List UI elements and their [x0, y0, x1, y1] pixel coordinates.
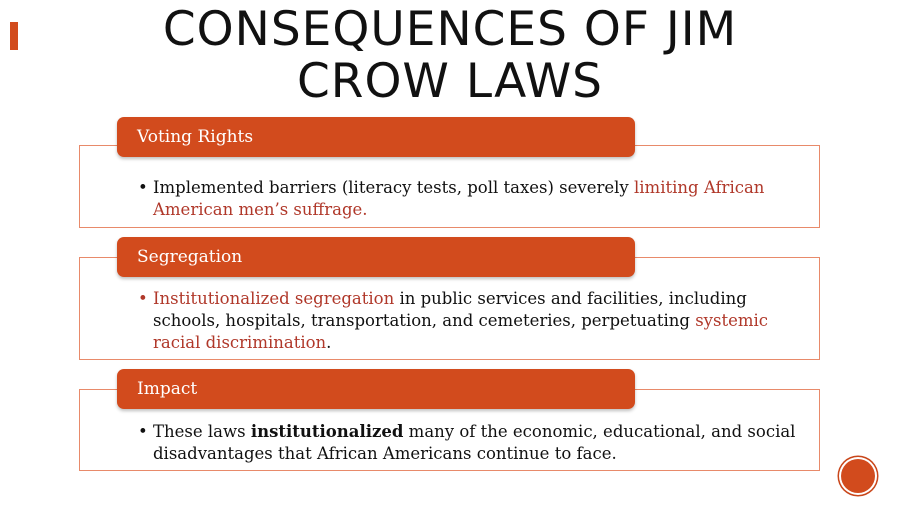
bullet-text — [138, 421, 808, 465]
section-label: Segregation — [137, 247, 243, 267]
bullet-icon: • — [138, 289, 148, 308]
section-header-segregation — [117, 237, 635, 277]
section-label: Voting Rights — [137, 127, 254, 147]
highlight-text: Institutionalized segregation — [153, 289, 395, 308]
text-run: These laws — [153, 422, 251, 441]
section-body-segregation — [138, 288, 808, 354]
circle-button-icon[interactable] — [841, 459, 875, 493]
bullet-text — [138, 288, 808, 354]
title-line-1: CONSEQUENCES OF JIM — [162, 2, 738, 57]
bold-text: institutionalized — [250, 422, 404, 441]
highlight-text: limiting African American men’s suffrage. — [153, 178, 765, 219]
slide-title — [0, 4, 900, 108]
bullet-icon: • — [138, 178, 148, 197]
section-header-voting-rights — [117, 117, 635, 157]
text-run: . — [326, 333, 332, 352]
section-body-impact — [138, 421, 808, 465]
section-body-voting-rights — [138, 177, 808, 221]
bullet-text — [138, 177, 808, 221]
section-label: Impact — [137, 379, 198, 399]
title-line-2: CROW LAWS — [296, 54, 604, 109]
text-run: many of the economic, educational, and social disadvantages that African Americans continue to face. — [153, 422, 796, 463]
text-run: in public services and facilities, including schools, hospitals, transportation, and cemeteries, perpetuating — [153, 289, 747, 330]
bullet-icon: • — [138, 422, 148, 441]
highlight-text: systemic racial discrimination — [153, 311, 769, 352]
text-run: Implemented barriers (literacy tests, poll taxes) severely — [153, 178, 634, 197]
section-header-impact — [117, 369, 635, 409]
